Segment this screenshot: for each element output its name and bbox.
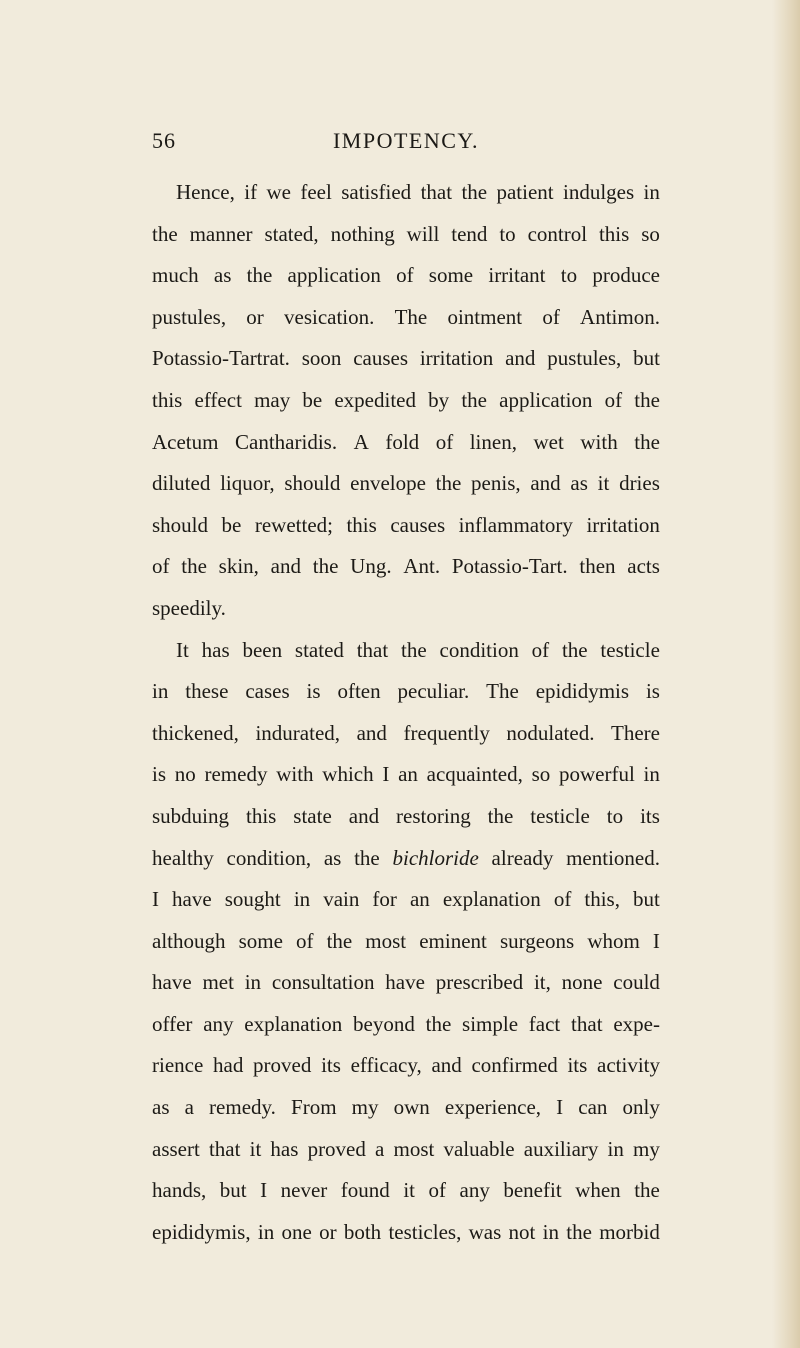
page-number: 56 <box>152 128 176 153</box>
body-text <box>152 172 660 1253</box>
text-line: hands, but I never found it of any benefit when the <box>152 1178 660 1203</box>
text-line: the manner stated, nothing will tend to control this so <box>152 221 660 246</box>
text-line: subduing this state and restoring the testicle to its <box>152 803 660 828</box>
text-line: is no remedy with which I an acquainted, so powerful in <box>152 762 660 787</box>
text-line: rience had proved its efficacy, and confirmed its activity <box>152 1053 660 1078</box>
text-line: Potassio-Tartrat. soon causes irritation and pustules, but <box>152 346 660 371</box>
text-line: thickened, indurated, and frequently nodulated. There <box>152 720 660 745</box>
text-line: epididymis, in one or both testicles, was not in the morbid <box>152 1219 660 1244</box>
text-line: as a remedy. From my own experience, I can only <box>152 1095 660 1120</box>
text-line: pustules, or vesication. The ointment of Antimon. <box>152 304 660 329</box>
text-line: healthy condition, as the bichloride already mentioned. <box>152 845 660 870</box>
text-line: much as the application of some irritant to produce <box>152 263 660 288</box>
running-head <box>152 128 660 158</box>
text-line: have met in consultation have prescribed it, none could <box>152 970 660 995</box>
text-line: speedily. <box>152 595 226 620</box>
text-line: Acetum Cantharidis. A fold of linen, wet with the <box>152 429 660 454</box>
text-line: diluted liquor, should envelope the penis, and as it dries <box>152 471 660 496</box>
text-line: I have sought in vain for an explanation of this, but <box>152 887 660 912</box>
text-line: in these cases is often peculiar. The epididymis is <box>152 679 660 704</box>
text-line: assert that it has proved a most valuable auxiliary in my <box>152 1136 660 1161</box>
text-line: should be rewetted; this causes inflammatory irritation <box>152 512 660 537</box>
text-line: of the skin, and the Ung. Ant. Potassio-Tart. then acts <box>152 554 660 579</box>
text-line: although some of the most eminent surgeons whom I <box>152 928 660 953</box>
running-title: IMPOTENCY. <box>332 128 479 153</box>
text-line: It has been stated that the condition of the testicle <box>176 637 660 662</box>
text-line: this effect may be expedited by the application of the <box>152 387 660 412</box>
text-line: offer any explanation beyond the simple fact that expe- <box>152 1011 660 1036</box>
text-line: Hence, if we feel satisfied that the patient indulges in <box>176 180 660 204</box>
page-edge-shadow <box>772 0 800 1348</box>
